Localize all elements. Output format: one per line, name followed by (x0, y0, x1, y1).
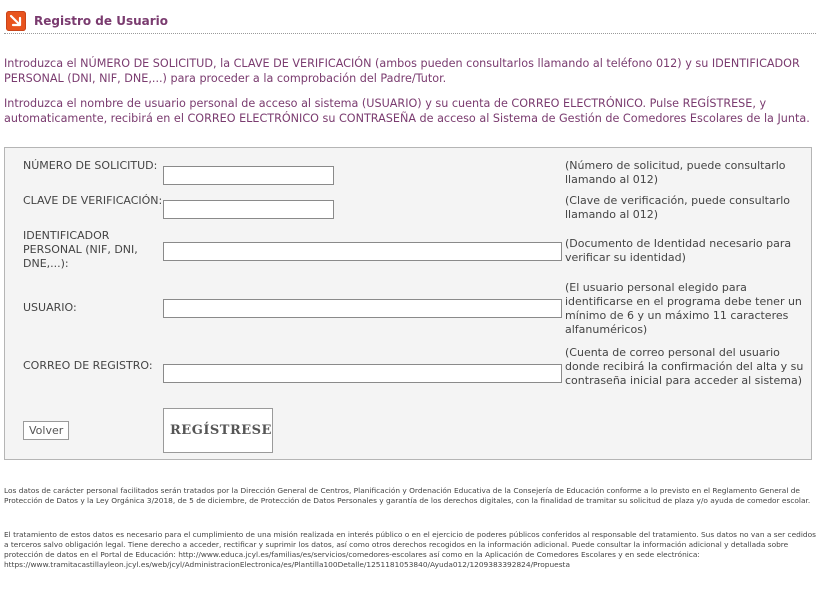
application-number-hint: (Número de solicitud, puede consultarlo llamando al 012) (565, 159, 786, 186)
registration-email-label: CORREO DE REGISTRO: (23, 359, 153, 372)
username-input[interactable] (163, 299, 562, 318)
personal-id-label: IDENTIFICADOR PERSONAL (NIF, DNI, DNE,...): (23, 229, 138, 270)
data-processing-notice: El tratamiento de estos datos es necesario para el cumplimiento de una misión realizada en interés público o en el ejercicio de poderes públicos conferidos al responsable del tratamiento. Sus datos no van a ser cedidos a terceros salvo obligación legal. Tiene derecho a acceder, rectificar y suprimir los datos, así como otros derechos recogidos en la información adicional. Puede consultar la información adicional y detallada sobre protección de datos en el Portal de Educación: http://www.educa.jcyl.es/familias/es/servicios/comedores-escolares así como en la Aplicación de Comedores Escolares y en sede electrónica: https://www.tramitacastillayleon.jcyl.es/web/jcyl/AdministracionElectronica/es/Plantilla100Detalle/1251181053840/Ayuda012/1209383392824/Propuesta (4, 530, 816, 569)
registration-form (4, 147, 812, 460)
registration-email-hint: (Cuenta de correo personal del usuario donde recibirá la confirmación del alta y su contraseña inicial para acceder al sistema) (565, 346, 804, 387)
application-number-input[interactable] (163, 166, 334, 185)
intro-account-text: Introduzca el nombre de usuario personal de acceso al sistema (USUARIO) y su cuenta de CORREO ELECTRÓNICO. Pulse REGÍSTRESE, y automaticamente, recibirá en el CORREO ELECTRÓNICO su CONTRASEÑA de acceso al Sistema de Gestión de Comedores Escolares de la Junta. (4, 97, 810, 125)
arrow-icon (6, 11, 26, 31)
verification-key-hint: (Clave de verificación, puede consultarlo llamando al 012) (565, 194, 791, 221)
application-number-label: NÚMERO DE SOLICITUD: (23, 159, 158, 172)
register-button[interactable]: REGÍSTRESE (163, 408, 273, 453)
page-header (4, 8, 816, 34)
personal-id-hint: (Documento de Identidad necesario para verificar su identidad) (565, 237, 792, 264)
back-button[interactable]: Volver (23, 421, 69, 440)
data-protection-notice: Los datos de carácter personal facilitados serán tratados por la Dirección General de Centros, Planificación y Ordenación Educativa de la Consejería de Educación conforme a lo previsto en el Reglamento General de Protección de Datos y la Ley Orgánica 3/2018, de 5 de diciembre, de Protección de Datos Personales y garantía de los derechos digitales, con la finalidad de tramitar su solicitud de plaza y/o ayuda de comedor escolar. (4, 486, 811, 505)
username-hint: (El usuario personal elegido para identificarse en el programa debe tener un mínimo de 6 y un máximo 11 caracteres alfanuméricos) (565, 281, 802, 336)
username-label: USUARIO: (23, 301, 77, 314)
verification-key-label: CLAVE DE VERIFICACIÓN: (23, 194, 163, 207)
intro-verification-text: Introduzca el NÚMERO DE SOLICITUD, la CLAVE DE VERIFICACIÓN (ambos pueden consultarlos llamando al teléfono 012) y su IDENTIFICADOR PERSONAL (DNI, NIF, DNE,...) para proceder a la comprobación del Padre/Tutor. (4, 57, 800, 85)
verification-key-input[interactable] (163, 200, 334, 219)
registration-email-input[interactable] (163, 364, 562, 383)
page-title: Registro de Usuario (34, 13, 169, 28)
personal-id-input[interactable] (163, 242, 562, 261)
